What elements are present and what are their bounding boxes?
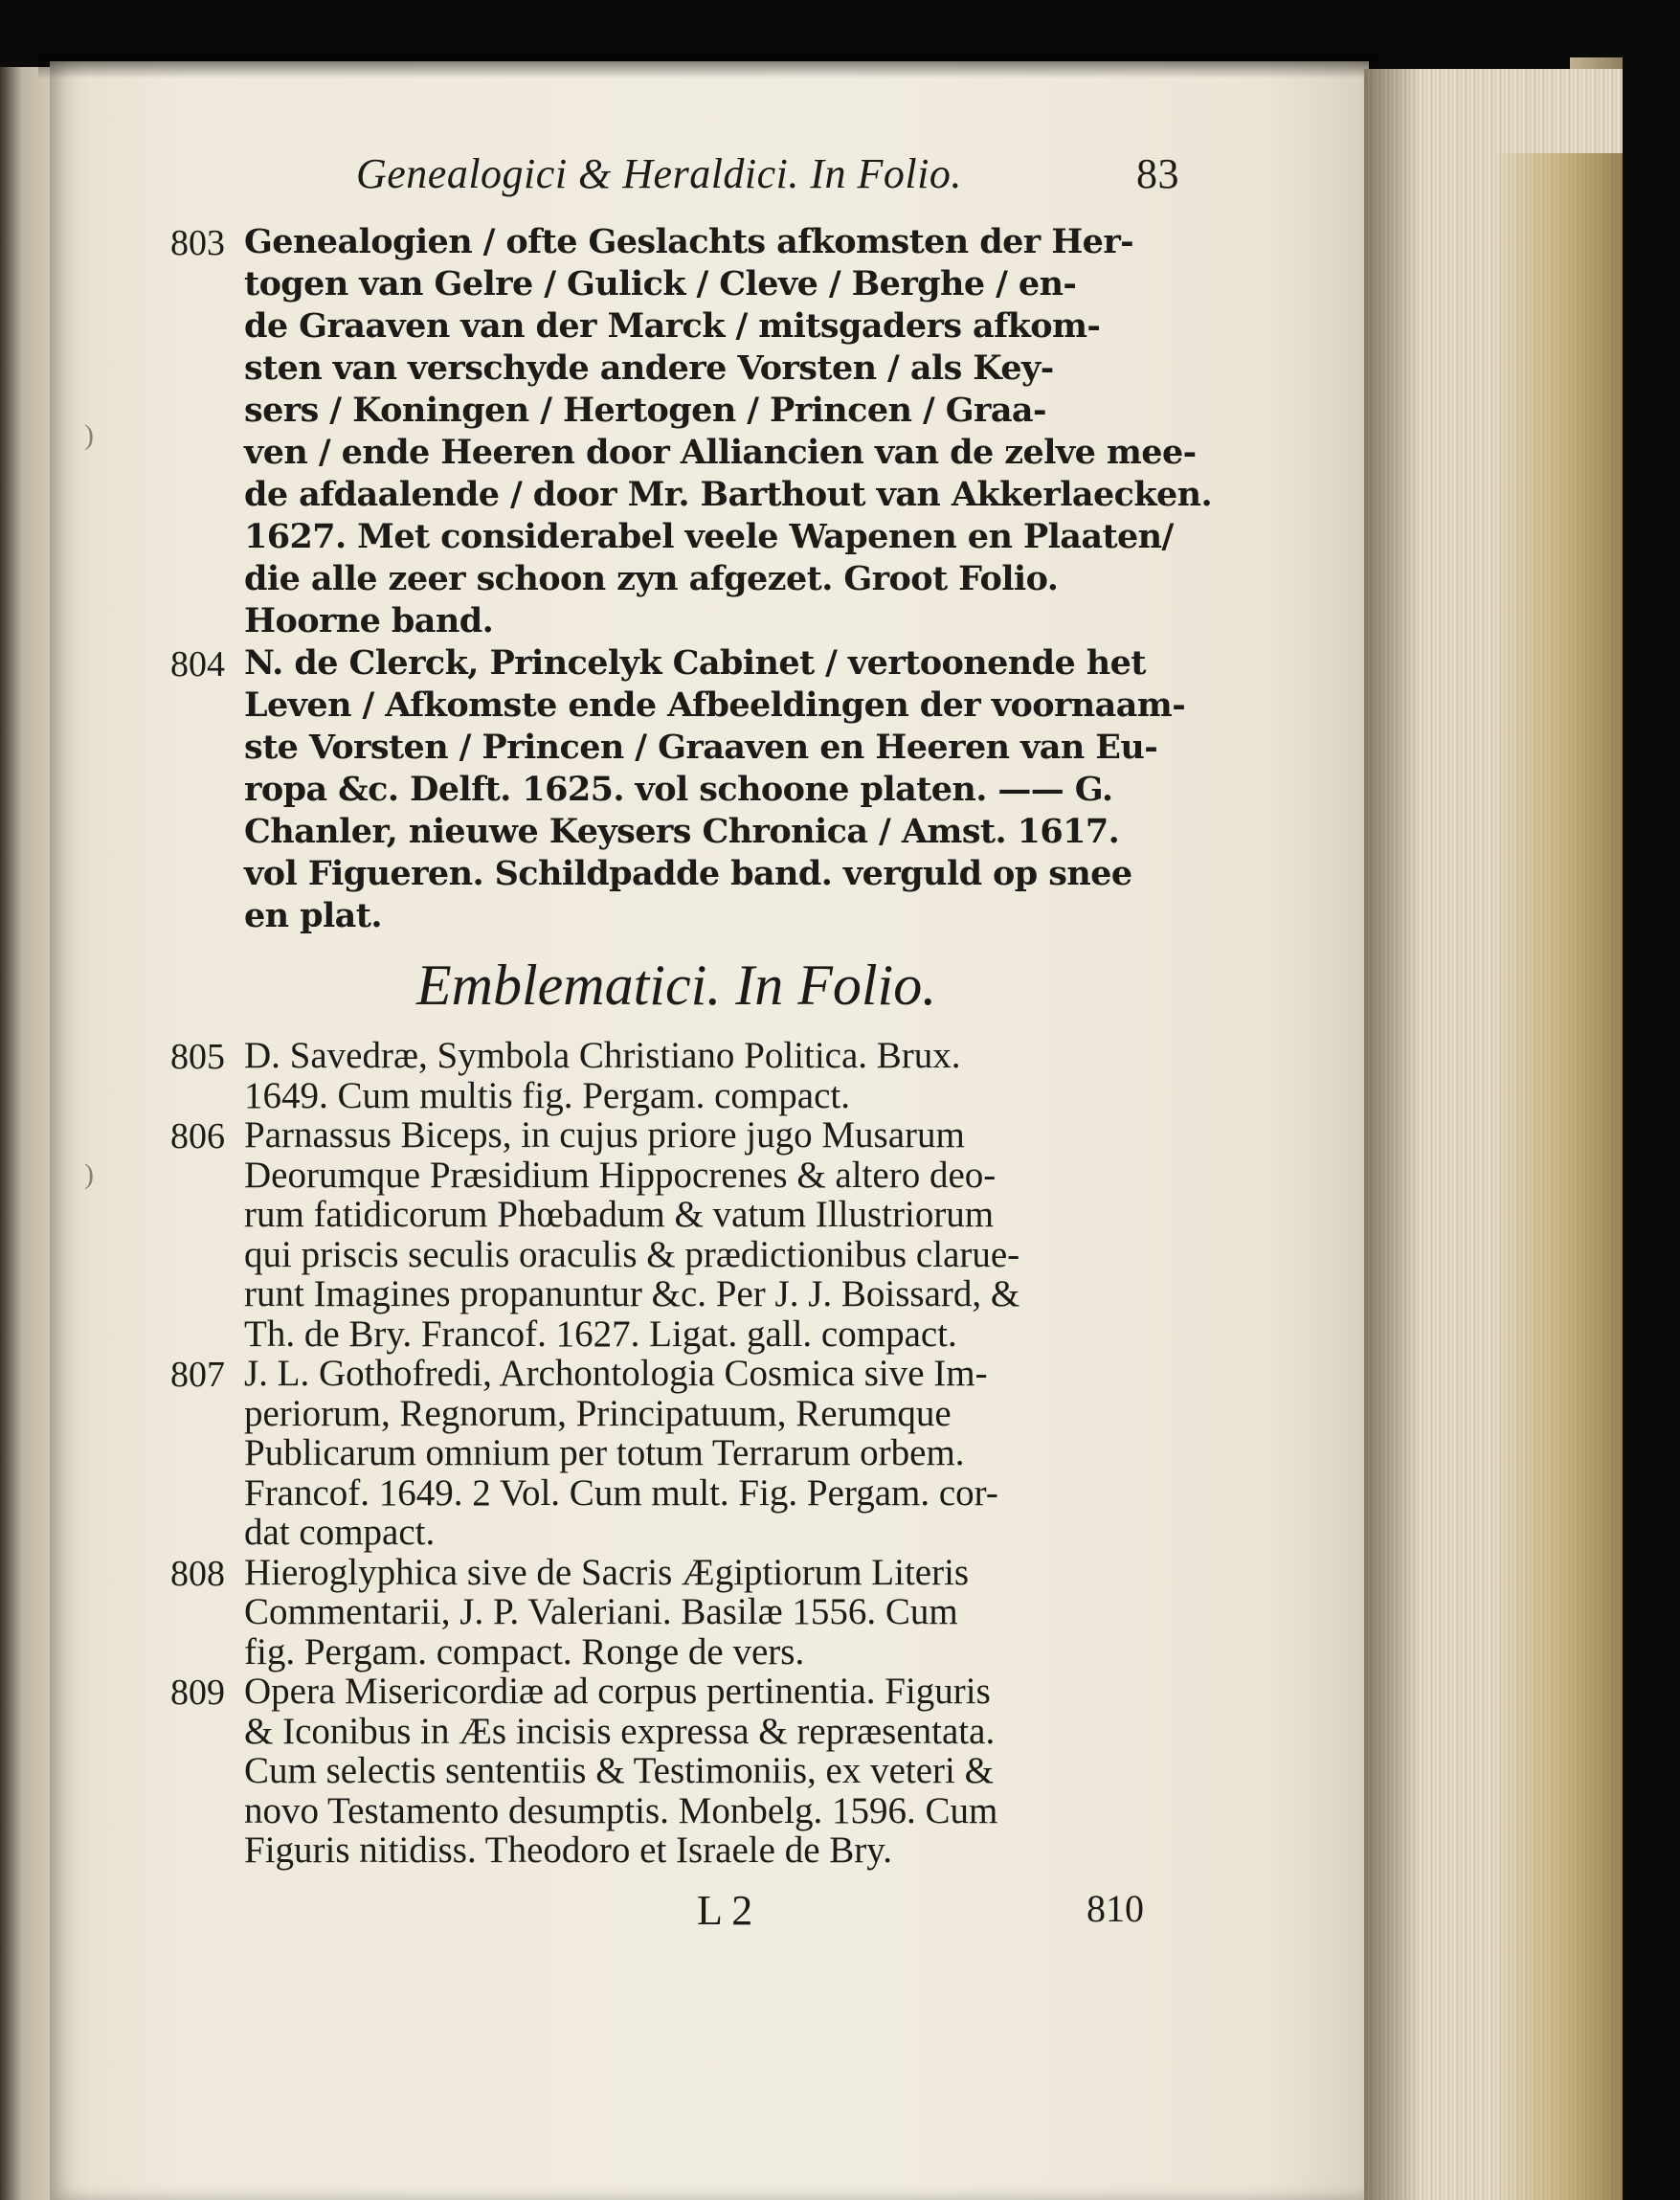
entry-line: Hieroglyphica sive de Sacris Ægiptiorum Literis [244, 1551, 970, 1593]
entry-line: Th. de Bry. Francof. 1627. Ligat. gall. compact. [244, 1313, 957, 1355]
entry-number: 807 [170, 1355, 225, 1395]
entry-line: die alle zeer schoon zyn afgezet. Groot Folio. [244, 559, 1059, 598]
entry-number: 804 [170, 644, 225, 685]
entry-line: fig. Pergam. compact. Ronge de vers. [244, 1630, 805, 1672]
entry-line: novo Testamento desumptis. Monbelg. 1596. Cum [244, 1789, 998, 1831]
entry-line: en plat. [244, 896, 382, 935]
entry-line: Publicarum omnium per totum Terrarum orbem. [244, 1432, 965, 1473]
margin-tick: ) [84, 1158, 94, 1190]
entry-line: J. L. Gothofredi, Archontologia Cosmica sive Im- [244, 1353, 988, 1394]
entry-line: Leven / Afkomste ende Afbeeldingen der voornaam- [244, 685, 1186, 725]
entry-line: sten van verschyde andere Vorsten / als Key- [244, 348, 1054, 388]
catchword: 810 [1086, 1887, 1144, 1930]
entry-line: 1649. Cum multis fig. Pergam. compact. [244, 1074, 850, 1116]
entry-line: de afdaalende / door Mr. Barthout van Akkerlaecken. [244, 475, 1213, 514]
entry-line: Genealogien / ofte Geslachts afkomsten der Her- [244, 222, 1134, 261]
entry-line: Chanler, nieuwe Keysers Chronica / Amst. 1617. [244, 812, 1120, 851]
running-head-title: Genealogici & Heraldici. In Folio. [356, 150, 962, 197]
entry-line: ste Vorsten / Princen / Graaven en Heeren van Eu- [244, 728, 1158, 767]
entry-line: 1627. Met considerabel veele Wapenen en Plaaten/ [244, 517, 1174, 556]
entry-line: qui priscis seculis oraculis & prædictionibus clarue- [244, 1233, 1020, 1275]
entry-line: vol Figueren. Schildpadde band. verguld op snee [244, 854, 1132, 893]
running-head [356, 144, 1179, 201]
entry-line: Cum selectis sententiis & Testimoniis, ex veteri & [244, 1750, 994, 1791]
entry-line: Parnassus Biceps, in cujus priore jugo Musarum [244, 1114, 965, 1156]
entry-line: dat compact. [244, 1512, 436, 1553]
entry-line: rum fatidicorum Phœbadum & vatum Illustriorum [244, 1194, 995, 1235]
entry-number: 808 [170, 1553, 225, 1594]
entry-line: Opera Misericordiæ ad corpus pertinentia. Figuris [244, 1671, 991, 1712]
entry-line: Francof. 1649. 2 Vol. Cum mult. Fig. Pergam. cor- [244, 1471, 998, 1514]
entry-line: Deorumque Præsidium Hippocrenes & altero deo- [244, 1154, 997, 1196]
entry-line: ven / ende Heeren door Alliancien van de zelve mee- [244, 433, 1197, 472]
entry-line: Figuris nitidiss. Theodoro et Israele de Bry. [244, 1830, 892, 1871]
entry-number: 805 [170, 1037, 225, 1077]
page-number: 83 [1136, 150, 1179, 197]
entry-line: Commentarii, J. P. Valeriani. Basilæ 1556. Cum [244, 1591, 958, 1632]
signature-mark: L 2 [697, 1887, 753, 1934]
entry-line: sers / Koningen / Hertogen / Princen / Graa- [244, 391, 1046, 430]
entry-number: 809 [170, 1672, 225, 1713]
entry-number: 803 [170, 223, 225, 263]
entry-line: togen van Gelre / Gulick / Cleve / Berghe / en- [244, 264, 1077, 303]
margin-tick: ) [84, 419, 94, 451]
entry-line: runt Imagines propanuntur &c. Per J. J. Boissard, & [244, 1273, 1020, 1314]
entry-line: D. Savedræ, Symbola Christiano Politica. Brux. [244, 1035, 961, 1076]
section-heading: Emblematici. In Folio. [416, 954, 937, 1017]
entry-line: periorum, Regnorum, Principatuum, Rerumque [244, 1392, 952, 1434]
entry-line: Hoorne band. [244, 601, 494, 640]
entry-number: 806 [170, 1116, 225, 1156]
entry-line: N. de Clerck, Princelyk Cabinet / vertoonende het [244, 643, 1146, 683]
entry-line: & Iconibus in Æs incisis expressa & repræsentata. [244, 1710, 996, 1752]
entry-line: ropa &c. Delft. 1625. vol schoone platen. —— G. [244, 770, 1113, 809]
entry-line: de Graaven van der Marck / mitsgaders afkom- [244, 306, 1101, 346]
